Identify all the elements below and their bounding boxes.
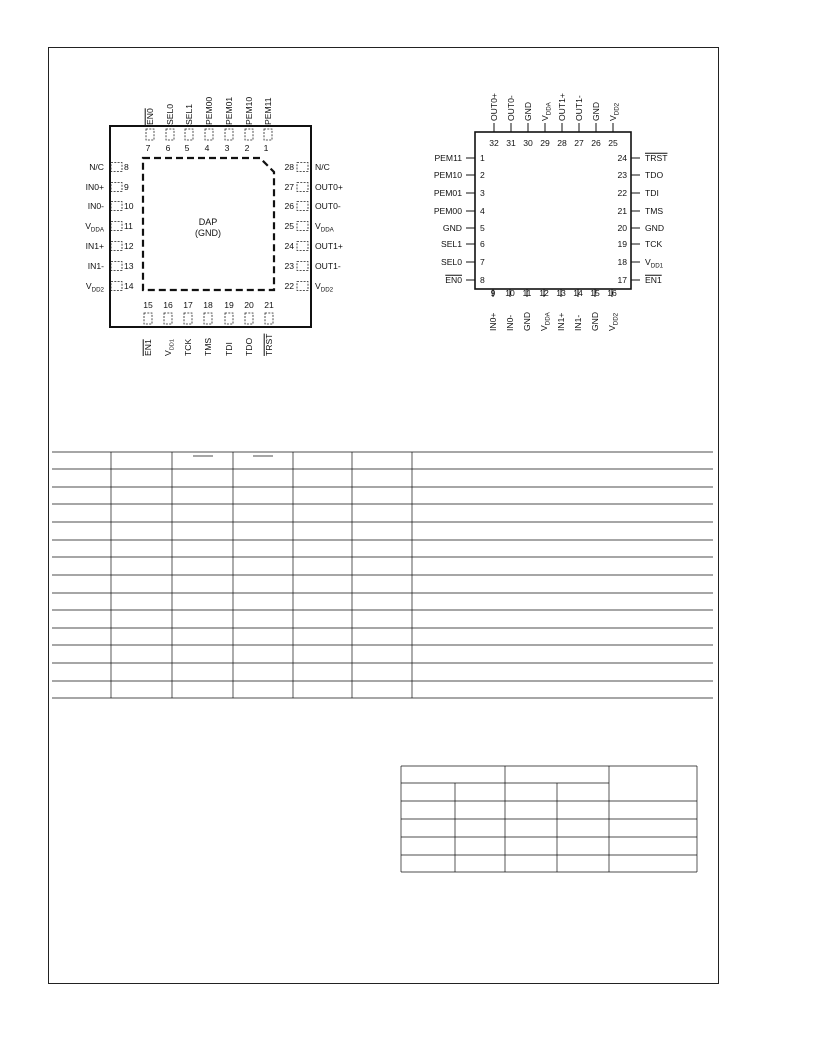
pin-number: 30 <box>523 138 533 148</box>
pin-label-subscript: DDA <box>90 226 104 234</box>
pin-number: 6 <box>165 143 171 153</box>
pin-number: 14 <box>124 281 134 291</box>
pin-label-text: PEM10 <box>244 96 254 125</box>
pin-pad <box>164 313 172 324</box>
pin-number: 12 <box>539 288 549 298</box>
svg-text:OUT0- <box>506 95 516 121</box>
svg-text:TDI <box>645 188 659 198</box>
svg-text:TMS <box>203 338 213 356</box>
pin-label-text: IN0+ <box>488 312 498 331</box>
pin-label-subscript: DD2 <box>613 102 621 116</box>
pin-pad <box>144 313 152 324</box>
pin-number: 25 <box>284 221 294 231</box>
pin-number: 18 <box>203 300 213 310</box>
svg-text:EN1 <box>143 339 153 356</box>
pin-label-text: IN0+ <box>85 182 104 192</box>
svg-text:VDD2 <box>608 102 621 121</box>
pin-label-text: V <box>315 281 321 291</box>
pin-label <box>607 312 620 331</box>
svg-text:SEL1 <box>184 104 194 125</box>
pin-label-text: N/C <box>315 162 330 172</box>
pin-label <box>165 104 175 125</box>
pin-number: 24 <box>284 241 294 251</box>
pin-label <box>645 223 664 233</box>
pin-label-text: GND <box>591 101 601 121</box>
svg-text:VDDA <box>539 311 552 331</box>
pin-label <box>441 239 462 249</box>
pin-label <box>315 162 330 172</box>
pin-label-subscript: DD1 <box>169 339 176 351</box>
dap-sublabel: (GND) <box>195 228 221 238</box>
pin-number: 21 <box>264 300 274 310</box>
pin-label-text: PEM10 <box>433 170 462 180</box>
pin-number: 24 <box>617 153 627 163</box>
pin-label-text: OUT0- <box>315 201 341 211</box>
svg-text:TMS <box>645 206 663 216</box>
pin-number: 4 <box>480 206 485 216</box>
pin-label-text: EN0 <box>445 275 462 285</box>
svg-text:GND <box>645 223 664 233</box>
svg-text:TDO <box>645 170 663 180</box>
svg-text:PEM11 <box>434 153 462 163</box>
pin-label <box>145 108 155 125</box>
pin-number: 29 <box>540 138 550 148</box>
pin-number: 20 <box>244 300 254 310</box>
pin-pad <box>297 163 308 172</box>
pin-number: 25 <box>608 138 618 148</box>
pin-pad <box>297 202 308 211</box>
svg-text:PEM00 <box>204 97 214 125</box>
pin-label <box>88 261 104 271</box>
pin-number: 10 <box>124 201 134 211</box>
pin-label <box>224 342 234 356</box>
pin-number: 15 <box>590 288 600 298</box>
pin-label-text: V <box>163 350 173 356</box>
svg-text:IN1+ <box>556 313 566 331</box>
pin-number: 2 <box>480 170 485 180</box>
pin-number: 23 <box>617 170 627 180</box>
svg-text:GND <box>523 102 533 121</box>
pin-description-table <box>52 452 713 698</box>
svg-text:VDD2 <box>607 312 620 331</box>
svg-text:TCK <box>183 339 193 356</box>
pin-pad <box>297 242 308 251</box>
pin-label <box>163 339 176 356</box>
pin-label-text: IN0- <box>87 201 104 211</box>
svg-text:EN0 <box>445 275 462 285</box>
pin-label <box>143 339 153 356</box>
svg-text:TCK <box>645 239 662 249</box>
pin-label-text: OUT1+ <box>557 93 567 121</box>
pin-label <box>89 162 104 172</box>
svg-text:TRST <box>645 153 668 163</box>
pin-label-text: V <box>539 325 549 331</box>
pin-label-subscript: DDA <box>545 102 553 116</box>
pin-pad <box>166 129 174 140</box>
pin-label <box>645 188 659 198</box>
pin-number: 16 <box>163 300 173 310</box>
svg-text:GND <box>522 312 532 331</box>
pin-label <box>183 339 193 356</box>
svg-text:VDD1 <box>163 339 176 356</box>
pin-number: 18 <box>617 257 627 267</box>
pin-label <box>645 153 668 163</box>
pin-label-text: PEM11 <box>263 97 273 125</box>
svg-text:SEL0 <box>165 104 175 125</box>
svg-text:PEM01 <box>434 188 462 198</box>
pin-label-text: IN1- <box>87 261 104 271</box>
pin-label-text: TRST <box>264 333 274 356</box>
pin-pad <box>264 129 272 140</box>
pin-pad <box>297 262 308 271</box>
pin-number: 16 <box>607 288 617 298</box>
pin-number: 4 <box>204 143 210 153</box>
svg-text:PEM11 <box>263 97 273 125</box>
pin-label-text: OUT0+ <box>315 182 343 192</box>
svg-text:IN0+ <box>86 182 104 192</box>
pin-label <box>184 104 194 125</box>
pin-number: 10 <box>505 288 515 298</box>
pin-label-text: V <box>608 115 618 121</box>
pin-label-text: IN1+ <box>85 241 104 251</box>
pin-label-text: TDI <box>224 342 234 356</box>
pin-label-text: IN0- <box>505 314 515 331</box>
svg-text:IN0- <box>505 315 515 331</box>
pin-label-text: GND <box>590 311 600 331</box>
svg-text:VDD2 <box>315 281 334 294</box>
svg-text:IN1+ <box>86 241 104 251</box>
pin-number: 28 <box>557 138 567 148</box>
pin-number: 2 <box>244 143 250 153</box>
pin-label <box>434 170 462 180</box>
pin-label <box>645 206 663 216</box>
pin-label <box>574 95 584 121</box>
pin-number: 27 <box>284 182 294 192</box>
svg-text:OUT1+ <box>557 93 567 121</box>
svg-text:VDD2 <box>86 281 105 294</box>
pin-label-text: PEM01 <box>433 188 462 198</box>
pin-number: 19 <box>617 239 627 249</box>
svg-text:N/C <box>89 162 104 172</box>
pin-label <box>443 223 462 233</box>
pin-number: 23 <box>284 261 294 271</box>
svg-text:TDI <box>224 342 234 356</box>
pin-number: 27 <box>574 138 584 148</box>
pin-pad <box>265 313 273 324</box>
svg-text:IN0- <box>88 201 104 211</box>
pin-label-text: OUT1- <box>574 95 584 121</box>
pin-label <box>264 333 274 356</box>
dap-label: DAP <box>198 217 218 227</box>
pin-label <box>315 281 334 294</box>
pin-label <box>645 257 664 270</box>
pin-label <box>488 313 498 331</box>
pin-pad <box>184 313 192 324</box>
pin-number: 21 <box>617 206 627 216</box>
pin-label-text: TCK <box>645 239 663 249</box>
svg-text:SEL1 <box>441 239 462 249</box>
svg-text:IN0+ <box>488 313 498 331</box>
pin-label <box>522 312 532 331</box>
pin-label <box>591 102 601 121</box>
svg-text:EN1 <box>645 275 662 285</box>
pin-number: 13 <box>124 261 134 271</box>
pin-number: 17 <box>617 275 627 285</box>
pin-pad <box>185 129 193 140</box>
pin-label <box>204 97 214 125</box>
pin-label-text: TDO <box>645 170 664 180</box>
pin-number: 14 <box>573 288 583 298</box>
pin-label-subscript: DD1 <box>650 262 664 270</box>
svg-text:OUT1+ <box>315 241 343 251</box>
pin-label <box>645 170 663 180</box>
pin-label <box>523 102 533 121</box>
svg-text:IN1- <box>88 261 104 271</box>
pin-pad <box>111 242 122 251</box>
pin-label <box>645 275 662 285</box>
pin-label <box>86 182 104 192</box>
pin-number: 1 <box>263 143 269 153</box>
pin-number: 12 <box>124 241 134 251</box>
pin-label <box>608 102 621 121</box>
pin-label <box>203 338 213 356</box>
pin-label-text: TCK <box>183 338 193 356</box>
pin-number: 20 <box>617 223 627 233</box>
svg-text:IN1- <box>573 315 583 331</box>
pin-label <box>434 206 462 216</box>
pin-label-text: SEL0 <box>165 103 175 125</box>
svg-text:OUT0+ <box>315 182 343 192</box>
svg-text:EN0 <box>145 108 155 125</box>
pin-number: 9 <box>490 288 496 298</box>
pin-label <box>315 182 343 192</box>
pin-label <box>506 95 516 121</box>
pin-number: 7 <box>145 143 151 153</box>
pin-label <box>86 281 105 294</box>
svg-text:VDDA <box>315 221 335 234</box>
pin-pad <box>111 183 122 192</box>
pin-label <box>645 239 662 249</box>
svg-text:VDDA <box>85 221 105 234</box>
pin-number: 6 <box>480 239 485 249</box>
svg-text:GND <box>590 312 600 331</box>
pin-label-text: TDO <box>244 337 254 356</box>
pin-label <box>539 311 552 331</box>
pin-number: 32 <box>489 138 499 148</box>
svg-text:OUT1- <box>315 261 341 271</box>
svg-text:PEM10 <box>244 97 254 125</box>
pin-number: 22 <box>617 188 627 198</box>
pin-pad <box>245 313 253 324</box>
svg-text:GND <box>591 102 601 121</box>
pin-number: 8 <box>124 162 129 172</box>
pin-label <box>489 93 499 121</box>
pin-label <box>263 97 273 125</box>
pin-label <box>540 101 553 121</box>
pin-number: 5 <box>480 223 485 233</box>
llp-package-outline <box>475 132 631 289</box>
pin-label-subscript: DDA <box>544 312 552 326</box>
pin-label-text: EN1 <box>645 275 662 285</box>
pin-label-text: GND <box>645 223 665 233</box>
pin-number: 26 <box>591 138 601 148</box>
svg-text:PEM10 <box>434 170 462 180</box>
pin-label <box>573 315 583 331</box>
pin-pad <box>225 129 233 140</box>
pin-label <box>505 315 515 331</box>
pin-label <box>557 93 567 121</box>
pin-label-text: V <box>540 115 550 121</box>
pin-number: 8 <box>480 275 485 285</box>
pin-number: 22 <box>284 281 294 291</box>
pin-number: 5 <box>184 143 190 153</box>
pin-label-text: V <box>607 325 617 331</box>
pin-number: 1 <box>480 153 485 163</box>
pin-label-text: TMS <box>645 206 664 216</box>
pin-label-text: N/C <box>89 162 104 172</box>
pin-label <box>315 201 341 211</box>
pin-label-text: GND <box>522 311 532 331</box>
pin-pad <box>111 282 122 291</box>
pin-label-text: PEM00 <box>433 206 462 216</box>
pin-label <box>315 241 343 251</box>
pin-pad <box>245 129 253 140</box>
pin-label-text: V <box>85 281 92 291</box>
pin-label <box>85 221 105 234</box>
pin-label-subscript: DDA <box>320 226 334 234</box>
pin-label-text: EN1 <box>143 339 153 356</box>
pin-number: 11 <box>124 221 133 231</box>
pin-label-text: IN1+ <box>556 312 566 331</box>
pin-number: 3 <box>224 143 230 153</box>
pin-number: 9 <box>124 182 129 192</box>
pin-label-text: V <box>315 221 321 231</box>
pin-number: 7 <box>480 257 485 267</box>
svg-text:OUT1- <box>574 95 584 121</box>
pin-label <box>556 313 566 331</box>
svg-text:PEM00 <box>434 206 462 216</box>
pin-number: 17 <box>183 300 193 310</box>
pin-label-text: SEL1 <box>184 103 194 125</box>
pin-label-text: IN1- <box>573 314 583 331</box>
pin-pad <box>297 222 308 231</box>
pin-label-text: OUT1- <box>315 261 341 271</box>
pin-pad <box>205 129 213 140</box>
mode-selection-table <box>401 766 697 872</box>
pin-label-text: PEM00 <box>204 96 214 125</box>
pin-pad <box>204 313 212 324</box>
pin-pad <box>225 313 233 324</box>
pin-label-subscript: DD2 <box>320 286 334 294</box>
pin-label-text: PEM01 <box>224 96 234 125</box>
pin-label-subscript: DD2 <box>91 286 104 294</box>
svg-text:TDO <box>244 338 254 356</box>
pin-label-text: OUT0+ <box>489 93 499 121</box>
pin-number: 31 <box>506 138 516 148</box>
pin-label <box>244 97 254 125</box>
pin-number: 13 <box>556 288 566 298</box>
pin-label <box>445 275 462 285</box>
svg-text:SEL0 <box>441 257 462 267</box>
pin-label-text: TDI <box>645 188 659 198</box>
pin-label <box>224 97 234 125</box>
pin-label-text: SEL0 <box>440 257 462 267</box>
pin-label-text: EN0 <box>145 108 155 125</box>
pin-pad <box>111 262 122 271</box>
pin-label <box>434 153 462 163</box>
svg-text:OUT0- <box>315 201 341 211</box>
pin-label <box>434 188 462 198</box>
pin-number: 19 <box>224 300 234 310</box>
pin-label-text: OUT1+ <box>315 241 343 251</box>
pin-label <box>441 257 462 267</box>
pin-label-text: TRST <box>645 153 668 163</box>
svg-text:OUT0+ <box>489 93 499 121</box>
pin-number: 3 <box>480 188 485 198</box>
pin-label-text: SEL1 <box>440 239 462 249</box>
pin-label-text: V <box>85 221 91 231</box>
pin-label <box>590 312 600 331</box>
pin-label <box>315 221 335 234</box>
svg-text:TRST <box>264 333 274 356</box>
pin-label-text: OUT0- <box>506 95 516 121</box>
pin-label <box>244 338 254 356</box>
pin-label-text: V <box>645 257 651 267</box>
svg-text:GND <box>443 223 462 233</box>
pin-pad <box>297 183 308 192</box>
pin-pad <box>146 129 154 140</box>
pin-number: 28 <box>284 162 294 172</box>
pin-pad <box>111 222 122 231</box>
pin-label-text: GND <box>523 101 533 121</box>
pin-number: 11 <box>522 288 532 298</box>
svg-text:PEM01 <box>224 97 234 125</box>
pin-label-subscript: DD2 <box>612 312 620 326</box>
pin-pad <box>111 163 122 172</box>
pin-label <box>88 201 104 211</box>
pin-number: 15 <box>143 300 153 310</box>
pin-label-text: TMS <box>203 337 213 356</box>
svg-text:N/C <box>315 162 330 172</box>
pin-label <box>86 241 104 251</box>
pin-label-text: PEM11 <box>434 153 462 163</box>
pin-pad <box>111 202 122 211</box>
pin-label-text: GND <box>442 223 462 233</box>
pin-label <box>315 261 341 271</box>
svg-text:VDD1 <box>645 257 664 270</box>
svg-text:VDDA <box>540 101 553 121</box>
pin-pad <box>297 282 308 291</box>
pin-number: 26 <box>284 201 294 211</box>
